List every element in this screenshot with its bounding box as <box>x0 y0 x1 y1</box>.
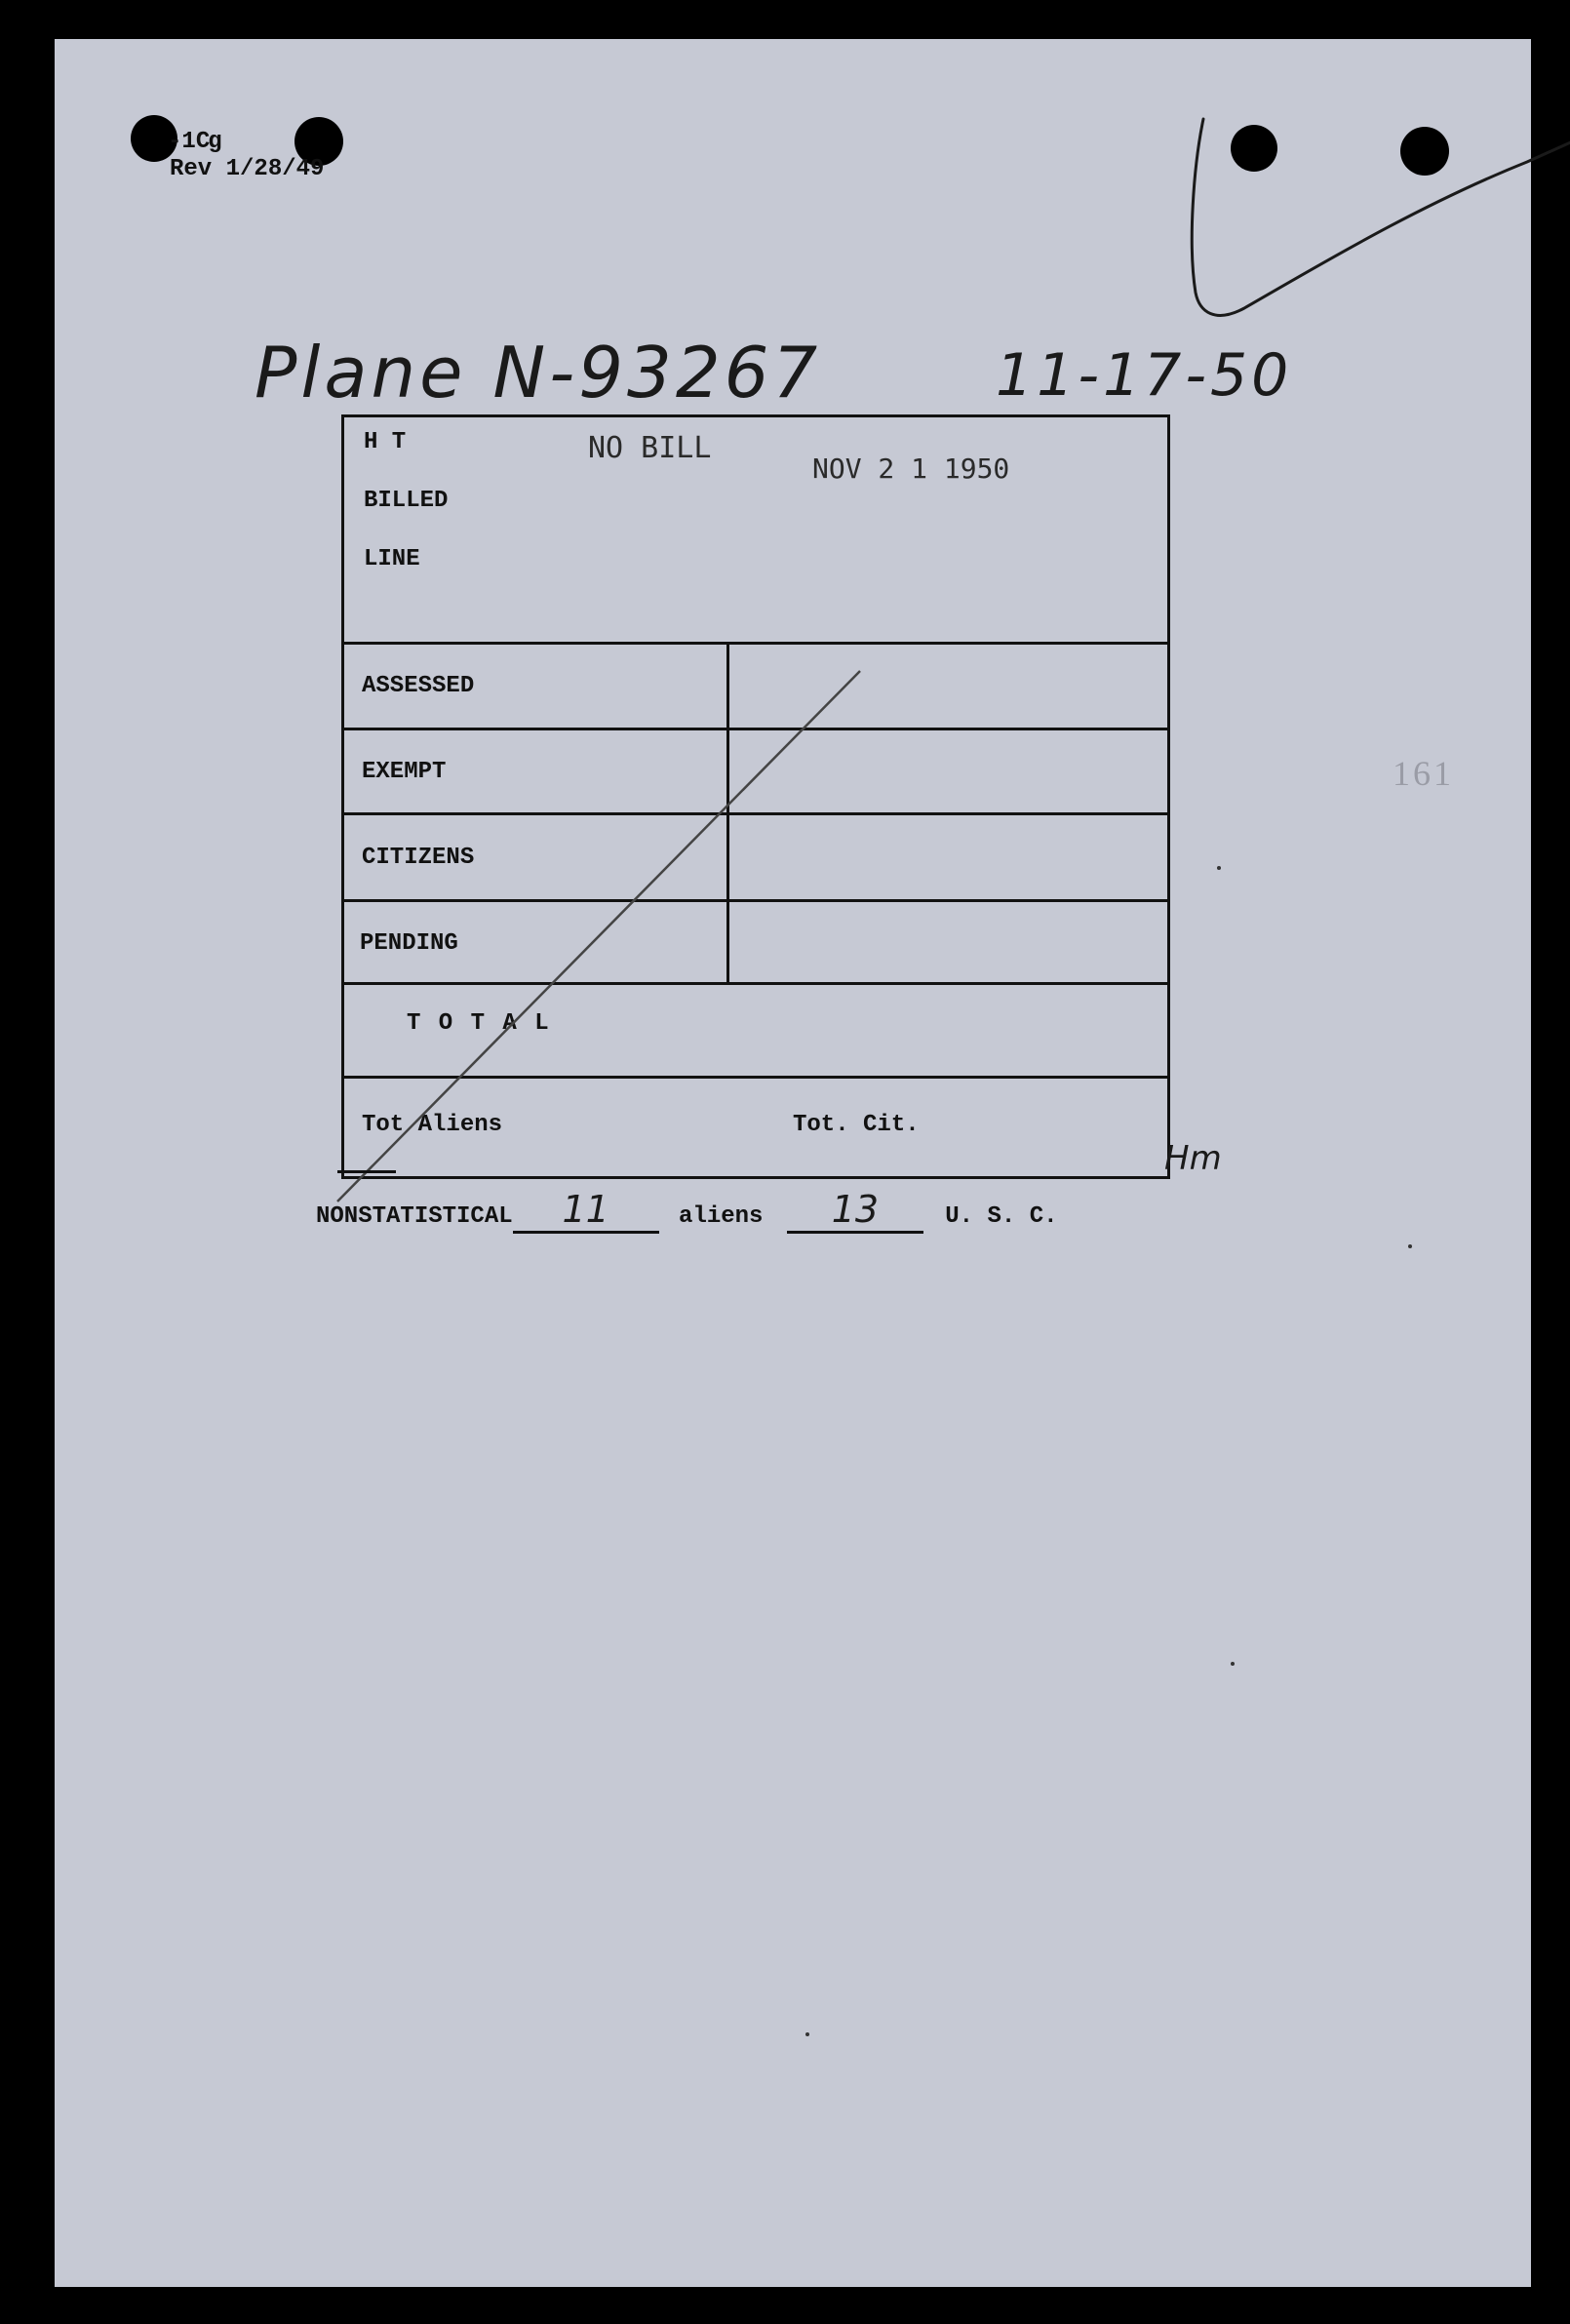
usc-label: U. S. C. <box>945 1203 1058 1230</box>
date-stamp: NOV 2 1 1950 <box>812 453 1010 485</box>
tot-aliens-label: Tot Aliens <box>362 1112 503 1138</box>
cancel-line <box>328 663 874 1209</box>
line-label: LINE <box>364 546 420 572</box>
citizens-label: CITIZENS <box>362 845 475 871</box>
initials-handwritten: Hm <box>1164 1139 1222 1178</box>
revision-date: Rev 1/28/49 <box>170 156 325 182</box>
rule-after-header <box>344 642 1167 645</box>
speck <box>1217 866 1221 870</box>
speck <box>1231 1662 1235 1666</box>
tot-cit-label: Tot. Cit. <box>793 1112 920 1138</box>
date-handwritten: 11-17-50 <box>996 341 1293 410</box>
aliens-value: 11 <box>513 1188 659 1234</box>
total-label: T O T A L <box>407 1010 551 1037</box>
check-mark-icon <box>1186 107 1570 351</box>
exempt-label: EXEMPT <box>362 759 447 785</box>
speck <box>1408 1244 1412 1248</box>
form-number: -1Cg <box>168 129 222 155</box>
plane-number-handwritten: Plane N-93267 <box>255 332 822 414</box>
ht-label: H T <box>364 429 407 455</box>
usc-value: 13 <box>787 1188 923 1234</box>
assessed-label: ASSESSED <box>362 673 475 699</box>
nonstatistical-label: NONSTATISTICAL <box>316 1203 513 1230</box>
document-sheet <box>55 39 1531 2287</box>
aliens-label: aliens <box>679 1203 764 1230</box>
billed-label: BILLED <box>364 488 449 514</box>
bottom-rule-extension <box>337 1170 396 1173</box>
pending-label: PENDING <box>360 930 458 957</box>
nonstatistical-line <box>316 1188 1058 1234</box>
margin-number: 161 <box>1393 754 1454 793</box>
speck <box>805 2032 809 2036</box>
no-bill-stamp: NO BILL <box>588 431 712 465</box>
